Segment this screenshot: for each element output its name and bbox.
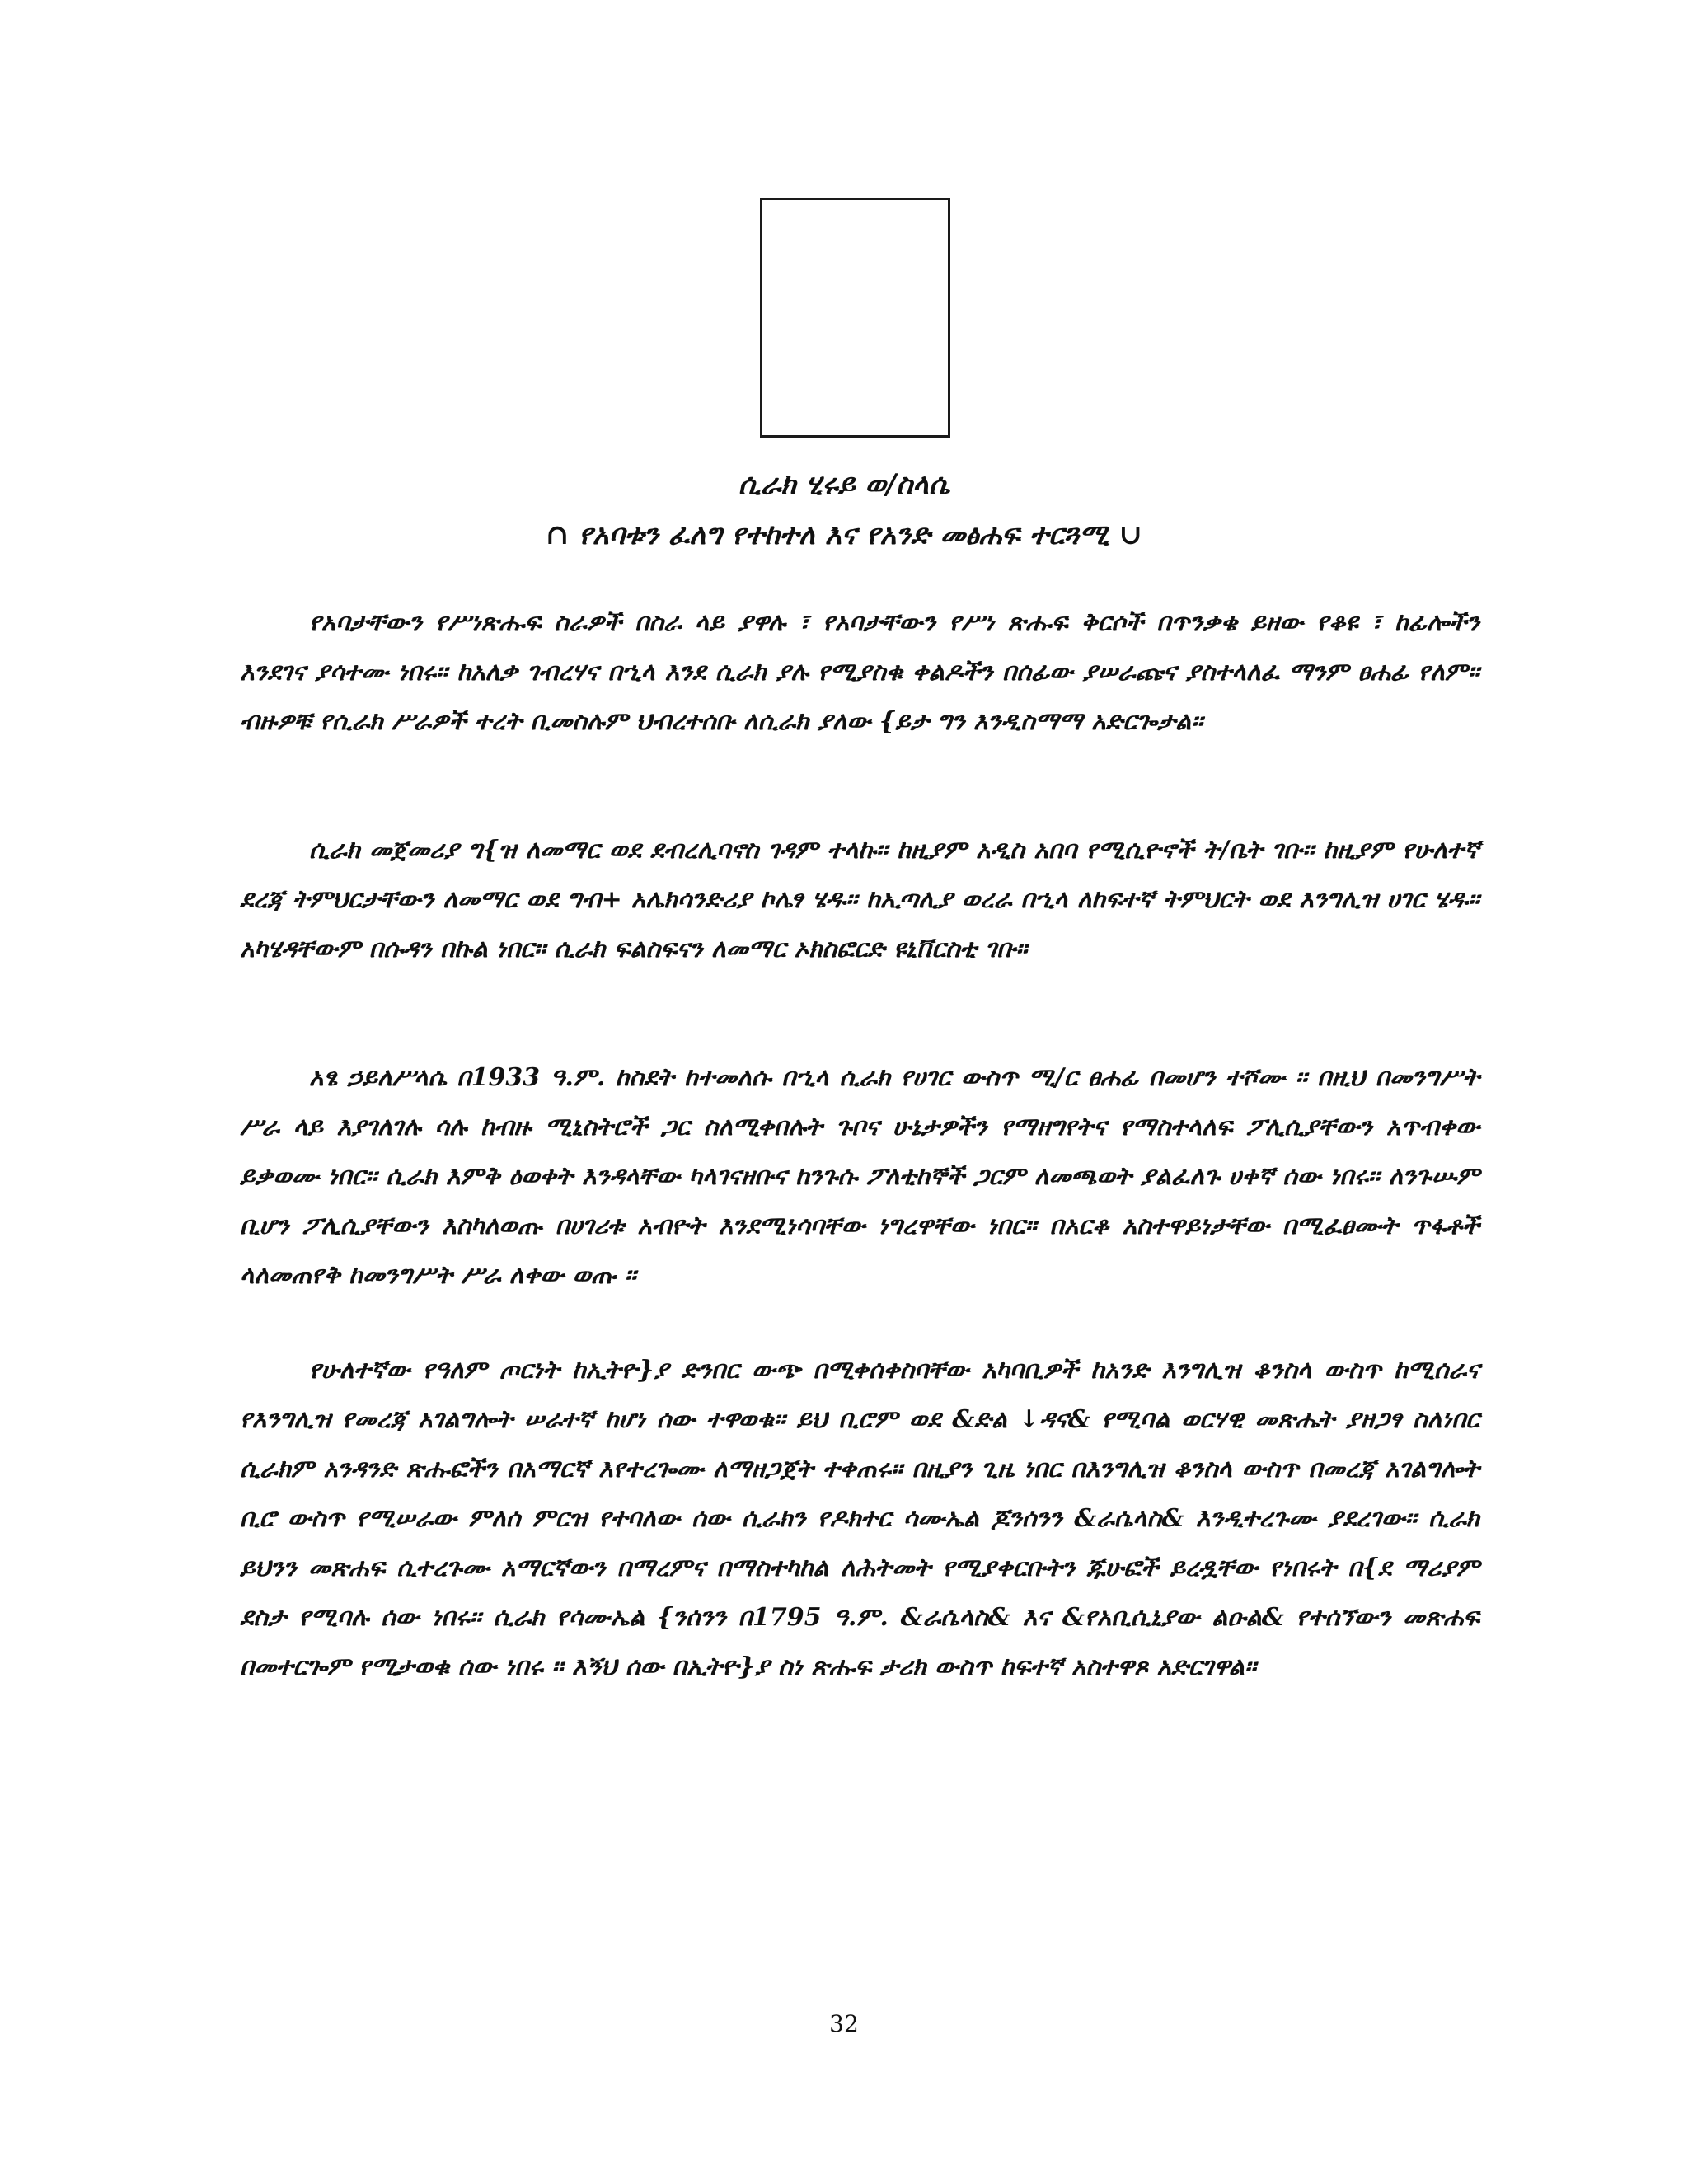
heading-name: ሲራክ ሂሩይ ወ/ስላሴ [738,468,950,501]
paragraph-4: የሁለተኛው የዓለም ጦርነት ከኢትዮ}ያ ድንበር ውጭ በሚቀሰቀስባቸው አካባቢዎች ከአንድ እንግሊዝ ቆንስላ ውስጥ ከሚሰራና የእንግሊዝ የመረጃ አገልግሎት ሠራተኛ ከሆነ ሰው ተዋወቁ፡፡ ይህ ቢሮም ወደ &ድል ↓ዳና& የሚባል ወርሃዊ መጽሔት ያዘጋፃ ስለነበር ሲራክም አንዳንድ ጽሑፎችን በአማርኛ እየተረጐሙ ለማዘጋጀት ተቀጠሩ፡፡ በዚያን ጊዜ ነበር በእንግሊዝ ቆንስላ ውስጥ በመረጃ አገልግሎት ቢሮ ውስጥ የሚሠራው ምለሰ ምርዝ የተባለው ሰው ሲራክን የዶክተር ሳሙኤል ጆንሰንን &ራሴላስ& እንዲተረጉሙ ያደረገው፡፡ ሲራክ ይህንን መጽሐፍ ሲተረጉሙ አማርኛውን በማረምና በማስተካከል ለሕትመት የሚያቀርቡትን ጁሁፎች ይረዷቸው የነበሩት በ{ደ ማሪያም ደስታ የሚባሉ ሰው ነበሩ፡፡ ሲራክ የሳሙኤል {ንሰንን በ1795 ዓ.ም. &ራሴላስ& እና &የአቢሲኒያው ልዑል& የተሰኘውን መጽሐፍ በመተርጐም የሚታወቁ ሰው ነበሩ ፡፡ እኝህ ሰው በኢትዮ}ያ ስነ ጽሑፍ ታሪክ ውስጥ ከፍተኛ አስተዋጾ አድርገዋል፡፡ [240,1356,1479,1681]
paragraph-2: ሲራክ መጀመሪያ ግ{ዝ ለመማር ወደ ደብረሊባኖስ ገዳም ተላኩ፡፡ ከዚያም አዲስ አበባ የሚሲዮኖች ት/ቤት ገቡ፡፡ ከዚያም የሁለተኛ ደረጃ ትምህርታቸውን ለመማር ወደ ግብ+ አሌክሳንድሪያ ኮሌፃ ሄዱ፡፡ ከኢጣሊያ ወረራ በኂላ ለከፍተኛ ትምህርት ወደ እንግሊዝ ሀገር ሄዱ፡፡ አካሄዳቸውም በሱዳን በኩል ነበር፡፡ ሲራክ ፍልስፍናን ለመማር ኦክስፎርድ ዩኒቨርስቲ ገቡ፡፡ [240,836,1479,963]
photo-placeholder [760,198,950,438]
page-number: 32 [829,2010,859,2037]
paragraph-3: አፄ ኃይለሥላሴ በ1933 ዓ.ም. ከስደት ከተመለሱ በኂላ ሲራክ የሀገር ውስጥ ሚ/ር ፀሐፊ በመሆን ተሾሙ ፡፡ በዚህ በመንግሥት ሥራ ላይ እያገለገሉ ሳሉ ከብዙ ሚኒስትሮች ጋር ስለሚቀበሉት ጉቦና ሁኔታዎችን የማዘግየትና የማስተላለፍ ፖሊሲያቸውን አጥብቀው ይቃወሙ ነበር፡፡ ሲራክ እምቅ ዕወቀት እንዳላቸው ካላገናዘቡና ከንጉሱ ፖለቲከኞች ጋርም ለመጫወት ያልፈለጉ ሀቀኛ ሰው ነበሩ፡፡ ለንጉሡም ቢሆን ፖሊሲያቸውን እስካለወጡ በሀገሪቱ አብዮት እንደሚነሳባቸው ነግረዋቸው ነበር፡፡ በአርቆ አስተዋይነታቸው በሚፈፀሙት ጥፋቶች ላለመጠየቅ ከመንግሥት ሥራ ለቀው ወጡ ፡፡ [240,1063,1479,1290]
paragraph-1: የአባታቸውን የሥነጽሑፍ ስራዎች በስራ ላይ ያዋሉ ፣ የአባታቸውን የሥነ ጽሑፍ ቅርሶች በጥንቃቄ ይዘው የቆዩ ፣ ከፊሎችን እንደገና ያሳተሙ ነበሩ፡፡ ከአለቃ ገብረሃና በኂላ እንደ ሲራክ ያሉ የሚያስቁ ቀልዶችን በሰፊው ያሠራጩና ያስተላለፈ ማንም ፀሐፊ የለም፡፡ ብዙዎቹ የሲራክ ሥራዎች ተረት ቢመስሉም ህብረተሰቡ ለሲራክ ያለው {ይታ ግን እንዲስማማ አድርጐታል፡፡ [240,608,1479,736]
heading-subtitle: ∩ የአባቱን ፈለግ የተከተለ እና የአንድ መፅሐፍ ተርጓሚ ∪ [545,518,1143,551]
